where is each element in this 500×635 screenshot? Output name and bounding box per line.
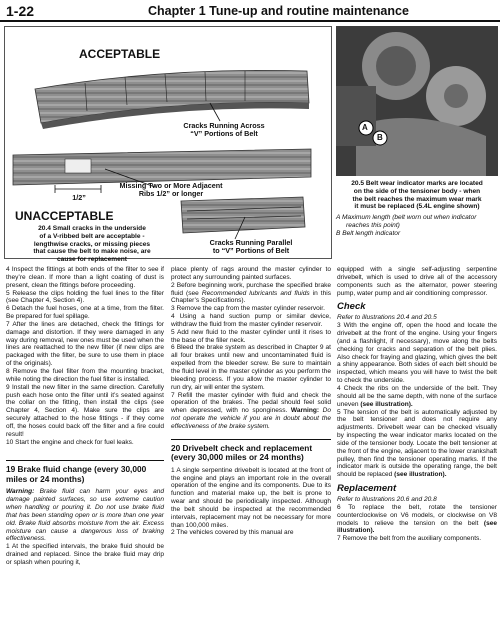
warning-text: Brake fluid can harm your eyes and damage painted surfaces, so use extreme caution when handling or pouring it. Do not use brake fluid that has been standing open or is more than one year old. Brake fluid absorbs moisture from the air. Excess moisture can cause a dangerous loss of braking effectiveness. [6, 488, 164, 543]
paragraph [337, 409, 497, 480]
engine-photo [336, 26, 498, 176]
warning-text: Do not operate the vehicle if you are in doubt about the effectiveness of the brake system. [171, 407, 331, 430]
see-illustration: (see illustration). [394, 471, 447, 479]
paragraph: 4 Inspect the fittings at both ends of the filter to see if they’re clean. If more than a light coating of dust is present, clean the fittings before proceeding. [6, 266, 164, 289]
figure-20-5-photo [336, 26, 498, 176]
section-heading-19: 19 Brake fluid change (every 30,000 miles or 24 months) [6, 460, 164, 484]
legend-item: B Belt length indicator [336, 229, 401, 237]
paragraph [171, 282, 331, 306]
paragraph: 7 Remove the belt from the auxiliary components. [337, 535, 482, 543]
caption-line: 20.5 Belt wear indicator marks are located [351, 180, 483, 187]
paragraph: 3 Remove the cap from the master cylinder reservoir. [171, 305, 325, 313]
legend-item: A Maximum length (belt worn out when indicator reaches this point) [336, 214, 477, 229]
illustration-reference: Refer to illustrations 20.4 and 20.5 [337, 314, 437, 322]
paragraph: 2 The vehicles covered by this manual are [171, 529, 294, 537]
text-run: in this Chapter’s Specifications). [171, 289, 331, 305]
text-column-2 [171, 266, 331, 537]
paragraph: 5 Add new fluid to the master cylinder until it rises to the base of the filler neck. [171, 328, 331, 344]
paragraph [337, 385, 497, 409]
text-column-1 [6, 266, 164, 567]
marker-a: A [362, 123, 368, 132]
text-column-3 [337, 266, 497, 543]
section-heading-20: 20 Drivebelt check and replacement (every 30,000 miles or 24 months) [171, 439, 331, 463]
paragraph: 9 Install the new filter in the same direction. Carefully push each hose onto the filter until it’s seated against the collar on the fitting, then install the clips (see Chapter 4, Section 4). Make sure the clips are securely attached to the hose fittings - if they come off, the hoses could back off the filter and a fire could result! [6, 383, 164, 438]
paragraph: 7 After the lines are detached, check the fittings for damage and distortion. If they were damaged in any way during removal, new ones must be used when the lines are reattached to the new filter (if new clips are packaged with the filter, be sure to use them in place of the originals). [6, 320, 164, 368]
figure-20-5-caption [336, 180, 498, 238]
page-header [0, 0, 500, 22]
paragraph: place plenty of rags around the master cylinder to protect any surrounding painted surfaces. [171, 266, 331, 281]
reference-title: Recommended lubricants and fluids [201, 289, 310, 297]
paragraph [171, 392, 331, 431]
figure-20-4-caption: 20.4 Small cracks in the underside of a V-ribbed belt are acceptable - lengthwise cracks, or missing pieces that cause the belt to make noise, are cause for replacement [33, 225, 151, 264]
text-run: 7 Refill the master cylinder with fluid and check the operation of the brakes. The pedal should feel solid when depressed, with no sponginess. [171, 391, 331, 415]
chapter-title: Chapter 1 Tune-up and routine maintenance [148, 4, 409, 18]
warning-label: Warning: [6, 488, 35, 496]
label-unacceptable: UNACCEPTABLE [15, 209, 114, 223]
warning-paragraph [6, 488, 164, 543]
paragraph: 4 Using a hand suction pump or similar device, withdraw the fluid from the master cylinder reservoir. [171, 313, 331, 328]
subheading-check: Check [337, 301, 366, 313]
illustration-reference: Refer to illustrations 20.6 and 20.8 [337, 496, 437, 504]
paragraph: 1 At the specified intervals, the brake fluid should be drained and replaced. Since the brake fluid may drip or splash when pouring it, [6, 543, 164, 566]
text-run: 4 Check the ribs on the underside of the belt. They should all be the same depth, with none of the surface uneven [337, 384, 497, 408]
paragraph: 10 Start the engine and check for fuel leaks. [6, 438, 134, 446]
figure-20-4 [4, 26, 332, 264]
paragraph: 5 Release the clips holding the fuel lines to the filter (see Chapter 4, Section 4). [6, 289, 164, 305]
see-illustration: (see illustration). [337, 519, 497, 535]
paragraph: 3 With the engine off, open the hood and locate the drivebelt at the front of the engine. Using your fingers (and a flashlight, if necessary), move along the belts checking for cracks and separation of the belt plies. Also check for fraying and glazing, which gives the belt a shiny appearance. Both sides of each belt should be inspected, which means you will have to twist the belt to check the underside. [337, 322, 497, 385]
figure-legend [336, 214, 498, 237]
paragraph: 6 Bleed the brake system as described in Chapter 9 at all four brakes until new and uncontaminated fluid is expelled from the bleeder screw. Be sure to maintain the fluid level in the master cylinder as you perform the bleeding process. If you allow the master cylinder to run dry, air will enter the system. [171, 344, 331, 391]
caption-line: the belt reaches the maximum wear mark [352, 195, 482, 203]
warning-label: Warning: [290, 407, 320, 415]
paragraph: equipped with a single self-adjusting serpentine drivebelt, which is used to drive all of the accessory components such as the alternator, power steering pump, water pump and air conditioning compressor. [337, 266, 497, 297]
paragraph: 8 Remove the fuel filter from the mounting bracket, while noting the direction the fuel filter is installed. [6, 367, 164, 383]
subheading-replacement: Replacement [337, 483, 397, 495]
text-run: 6 To replace the belt, rotate the tensioner counterclockwise on V6 models, or clockwise on V8 models to relieve the tension on the belt [337, 503, 497, 527]
label-acceptable: ACCEPTABLE [79, 47, 161, 61]
paragraph [337, 504, 497, 535]
marker-b: B [377, 133, 383, 142]
paragraph: 1 A single serpentine drivebelt is located at the front of the engine and plays an important role in the overall operation of the engine and its components. Due to its function and material make up, the belt is prone to wear and should be periodically inspected. Although the belt should be inspected at the recommended intervals, replacement may not be necessary for more than 100,000 miles. [171, 466, 331, 529]
paragraph: 6 Detach the fuel hoses, one at a time, from the filter. Be prepared for fuel spillage. [6, 305, 164, 321]
caption-line: it must be replaced (5.4L engine shown) [354, 203, 480, 211]
annotation-missing-ribs: Missing Two or More Adjacent Ribs 1/2” or longer [119, 181, 223, 199]
text-run: 5 The tension of the belt is automatically adjusted by the belt tensioner and does not require any adjustments. Drivebelt wear can be checked visually by inspecting the wear indicator marks located on the side of the tensioner body. Locate the belt tensioner at the front of the engine, adjacent to the lower crankshaft pulley, then find the tensioner operating marks. If the indicator mark is outside the operating range, the belt should be replaced [337, 408, 497, 479]
see-illustration: (see illustration). [360, 400, 413, 408]
caption-line: on the side of the tensioner body - when [353, 187, 481, 195]
text-run: 2 Before beginning work, purchase the specified brake fluid (see [171, 281, 331, 297]
annotation-half-inch: 1/2” [72, 193, 86, 202]
annotation-parallel-cracks: Cracks Running Parallel to “V” Portions of Belt [209, 238, 293, 256]
annotation-cracks-v: Cracks Running Across “V” Portions of Belt [183, 121, 265, 139]
page-number: 1-22 [6, 3, 35, 19]
